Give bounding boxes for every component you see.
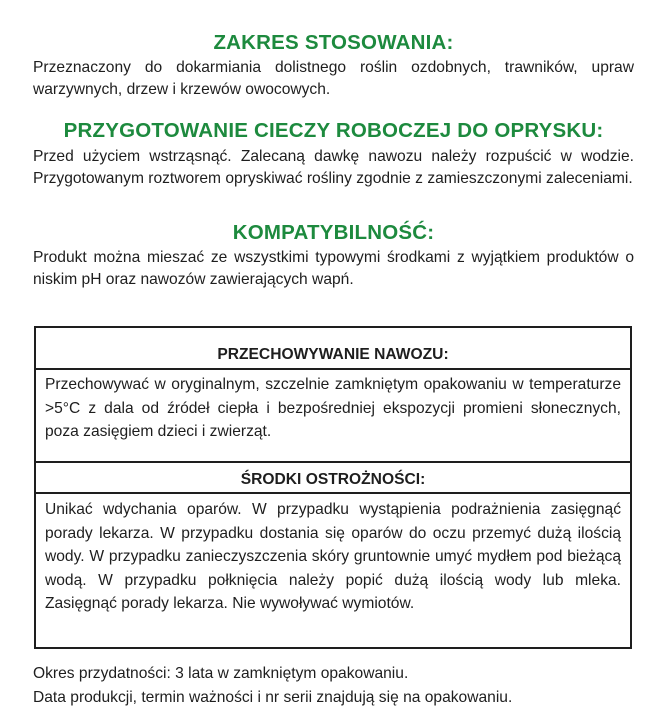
production-info-text: Data produkcji, termin ważności i nr serii znajdują się na opakowaniu.: [33, 689, 513, 706]
scope-heading: ZAKRES STOSOWANIA:: [213, 31, 454, 54]
divider: [36, 368, 630, 370]
scope-text: Przeznaczony do dokarmiania dolistnego roślin ozdobnych, trawników, upraw warzywnych, drzew i krzewów owocowych.: [33, 59, 634, 98]
precautions-heading: ŚRODKI OSTROŻNOŚCI:: [240, 471, 426, 488]
info-box: [34, 326, 632, 649]
storage-text: Przechowywać w oryginalnym, szczelnie zamkniętym opakowaniu w temperaturze >5°C z dala od źródeł ciepła i bezpośredniej ekspozycji promieni słonecznych, poza zasięgiem dzieci i zwierząt.: [45, 376, 621, 440]
footer: [33, 662, 643, 710]
shelf-life-text: Okres przydatności: 3 lata w zamkniętym opakowaniu.: [33, 665, 409, 682]
preparation-text: Przed użyciem wstrząsnąć. Zalecaną dawkę nawozu należy rozpuścić w wodzie. Przygotowanym roztworem opryskiwać rośliny zgodnie z zamieszczonymi zaleceniami.: [33, 148, 634, 187]
preparation-heading: PRZYGOTOWANIE CIECZY ROBOCZEJ DO OPRYSKU:: [63, 119, 604, 142]
compatibility-text: Produkt można mieszać ze wszystkimi typowymi środkami z wyjątkiem produktów o niskim pH oraz nawozów zawierających wapń.: [33, 249, 634, 288]
divider: [36, 492, 630, 494]
precautions-text: Unikać wdychania oparów. W przypadku wystąpienia podrażnienia zasięgnąć porady lekarza. W przypadku dostania się oparów do oczu przemyć dużą ilością wody. W przypadku zanieczyszczenia skóry gruntownie umyć mydłem pod bieżącą wodą. W przypadku połknięcia należy popić dużą ilością wody lub mleka. Zasięgnąć porady lekarza. Nie wywoływać wymiotów.: [45, 501, 621, 612]
compatibility-heading: KOMPATYBILNOŚĆ:: [232, 221, 435, 244]
divider: [36, 461, 630, 463]
storage-heading: PRZECHOWYWANIE NAWOZU:: [217, 346, 449, 363]
